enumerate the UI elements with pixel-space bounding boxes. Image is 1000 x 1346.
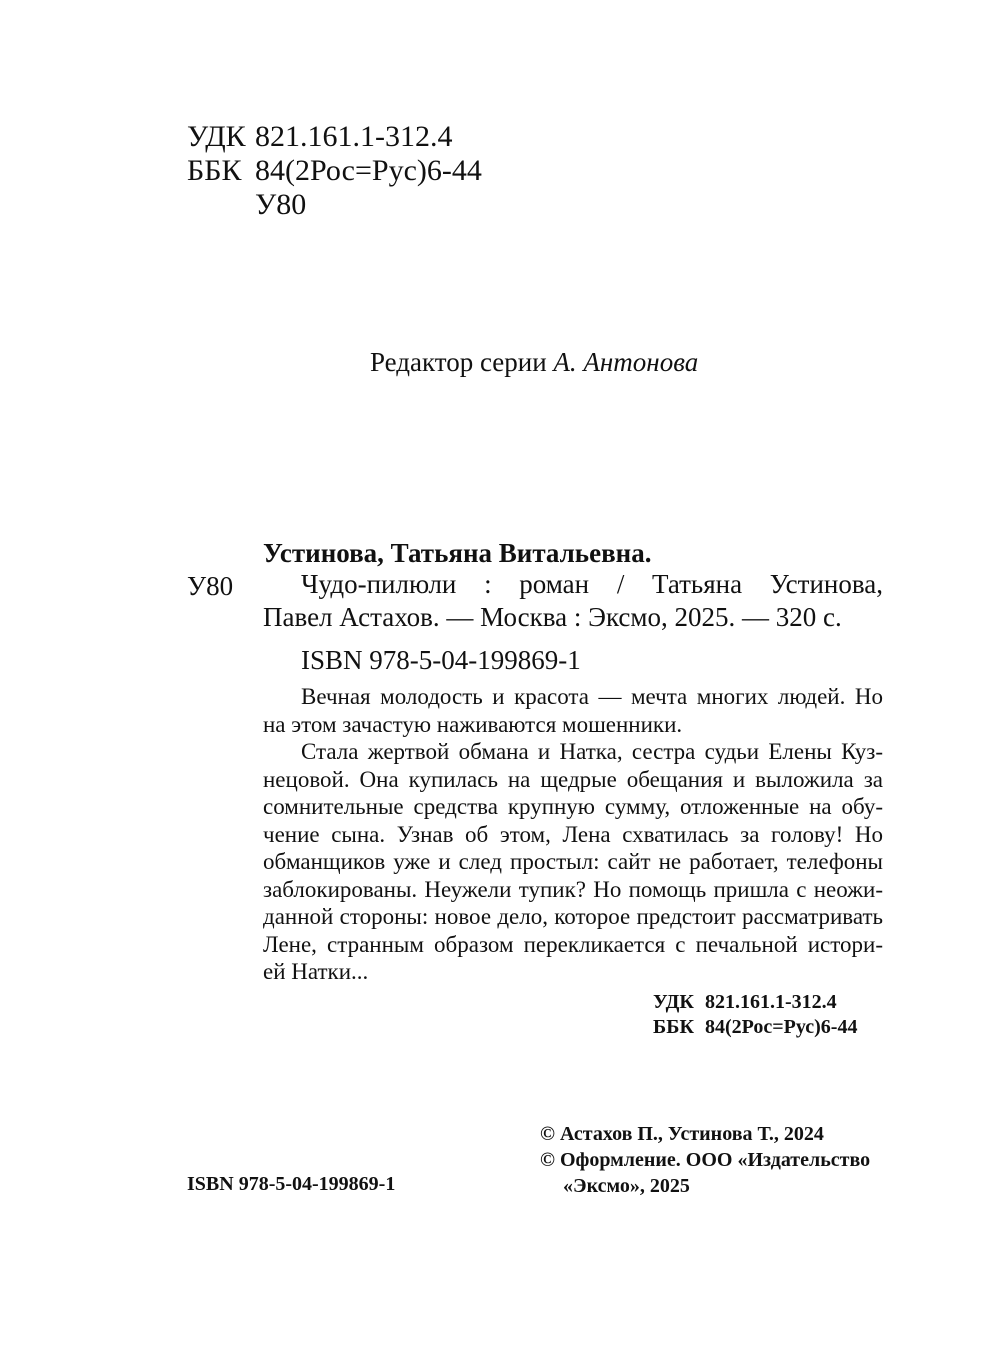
udk-line [187, 120, 482, 154]
bottom-udk-value: 821.161.1-312.4 [705, 991, 837, 1013]
annotation-line: обманщиков уже и след простыл: сайт не работает, телефоны [263, 849, 883, 874]
annotation-line: заблокированы. Неужели тупик? Но помощь пришла с неожи- [263, 876, 883, 902]
bottom-udk-line [653, 990, 857, 1015]
classification-block [187, 120, 482, 222]
series-editor-prefix: Редактор серии [370, 347, 547, 377]
annotation-line: на этом зачастую наживаются мошенники. [263, 711, 683, 737]
annotation-line: данной стороны: новое дело, которое предстоит рассматривать [263, 904, 883, 929]
catalog-mark: У80 [187, 571, 234, 601]
copyright-line-2: © Оформление. ООО «Издательство [540, 1149, 871, 1171]
bbk-label: ББК [187, 154, 242, 187]
udk-label: УДК [187, 120, 246, 153]
annotation-line: Стала жертвой обмана и Натка, сестра судьи Елены Куз- [301, 739, 883, 764]
catalog-isbn: ISBN 978-5-04-199869-1 [301, 645, 581, 675]
author-mark-line [187, 188, 482, 222]
annotation-line: Вечная молодость и красота — мечта многих людей. Но [301, 684, 883, 709]
annotation-line: Лене, странным образом перекликается с печальной истори- [263, 931, 883, 957]
bbk-value: 84(2Рос=Рус)6-44 [255, 154, 482, 187]
series-editor [370, 347, 698, 378]
catalog-author: Устинова, Татьяна Витальевна. [263, 538, 652, 568]
udk-value: 821.161.1-312.4 [255, 120, 453, 153]
annotation [263, 683, 883, 986]
catalog-description [263, 568, 883, 634]
annotation-line: чение сына. Узнав об этом, Лена схватилась за голову! Но [263, 821, 883, 847]
annotation-line: сомнительные средства крупную сумму, отложенные на обу- [263, 794, 883, 819]
description-line-1: Чудо-пилюли : роман / Татьяна Устинова, [301, 569, 883, 599]
author-mark: У80 [255, 188, 307, 221]
copyright-block [540, 1121, 870, 1199]
description-line-2: Павел Астахов. — Москва : Эксмо, 2025. — 320 с. [263, 602, 842, 632]
bottom-bbk-line [653, 1015, 857, 1040]
isbn-bottom: ISBN 978-5-04-199869-1 [187, 1173, 396, 1195]
copyright-line-1: © Астахов П., Устинова Т., 2024 [540, 1123, 824, 1145]
bottom-bbk-label: ББК [653, 1016, 694, 1038]
series-editor-name: А. Антонова [553, 347, 699, 377]
annotation-line: нецовой. Она купилась на щедрые обещания и выложила за [263, 766, 883, 792]
bottom-bbk-value: 84(2Рос=Рус)6-44 [705, 1016, 858, 1038]
annotation-line: ей Натки... [263, 959, 369, 984]
bottom-classification [653, 990, 857, 1040]
bottom-udk-label: УДК [653, 991, 694, 1013]
copyright-line-3: «Эксмо», 2025 [563, 1175, 690, 1197]
bbk-line [187, 154, 482, 188]
